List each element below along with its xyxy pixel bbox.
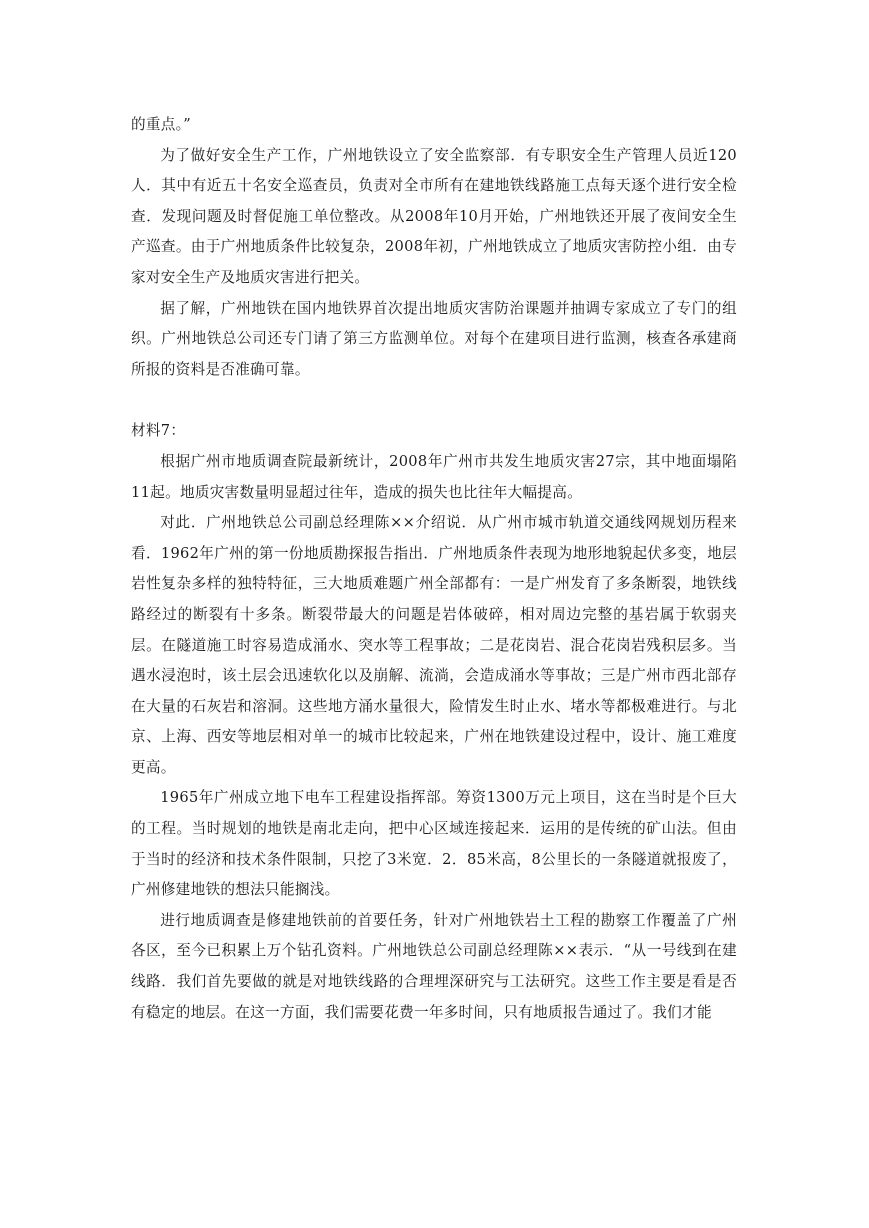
- material-heading: 材料7：: [131, 422, 186, 440]
- paragraph-geological-research: 据了解，广州地铁在国内地铁界首次提出地质灾害防治课题并抽调专家成立了专门的组织。广州地铁总公司还专门请了第三方监测单位。对每个在建项目进行监测，核查各承建商所报的资料是否准确可靠。: [131, 299, 737, 378]
- document-body: [131, 110, 737, 1028]
- paragraph-safety-inspection: 为了做好安全生产工作，广州地铁设立了安全监察部．有专职安全生产管理人员近120人．其中有近五十名安全巡查员，负责对全市所有在建地铁线路施工点每天逐个进行安全检查．发现问题及时督促施工单位整改。从2008年10月开始，广州地铁还开展了夜间安全生产巡查。由于广州地质条件比较复杂，2008年初，广州地铁成立了地质灾害防控小组．由专家对安全生产及地质灾害进行把关。: [131, 146, 737, 286]
- paragraph-continuation: 的重点。”: [131, 116, 192, 133]
- section-spacer: [131, 385, 737, 416]
- paragraph-geological-survey: 进行地质调查是修建地铁前的首要任务，针对广州地铁岩土工程的勘察工作覆盖了广州各区，至今已积累上万个钻孔资料。广州地铁总公司副总经理陈××表示．“从一号线到在建线路．我们首先要做的就是对地铁线路的合理埋深研究与工法研究。这些工作主要是看是否有稳定的地层。在这一方面，我们需要花费一年多时间，只有地质报告通过了。我们才能: [131, 911, 737, 1021]
- paragraph-geological-conditions: 对此．广州地铁总公司副总经理陈××介绍说．从广州市城市轨道交通线网规划历程来看．1962年广州的第一份地质勘探报告指出．广州地质条件表现为地形地貌起伏多变，地层岩性复杂多样的独特特征，三大地质难题广州全部都有：一是广州发育了多条断裂，地铁线路经过的断裂有十多条。断裂带最大的问题是岩体破碎，相对周边完整的基岩属于软弱夹层。在隧道施工时容易造成涌水、突水等工程事故；二是花岗岩、混合花岗岩残积层多。当遇水浸泡时，该土层会迅速软化以及崩解、流淌，会造成涌水等事故；三是广州市西北部存在大量的石灰岩和溶洞。这些地方涌水量很大，险情发生时止水、堵水等都极难进行。与北京、上海、西安等地层相对单一的城市比较起来，广州在地铁建设过程中，设计、施工难度更高。: [131, 514, 737, 776]
- paragraph-statistics: 根据广州市地质调查院最新统计，2008年广州市共发生地质灾害27宗，其中地面塌陷11起。地质灾害数量明显超过往年，造成的损失也比往年大幅提高。: [131, 452, 737, 501]
- paragraph-history-1965: 1965年广州成立地下电车工程建设指挥部。筹资1300万元上项目，这在当时是个巨大的工程。当时规划的地铁是南北走向，把中心区域连接起来．运用的是传统的矿山法。但由于当时的经济和技术条件限制，只挖了3米宽．2．85米高，8公里长的一条隧道就报废了，广州修建地铁的想法只能搁浅。: [131, 789, 737, 899]
